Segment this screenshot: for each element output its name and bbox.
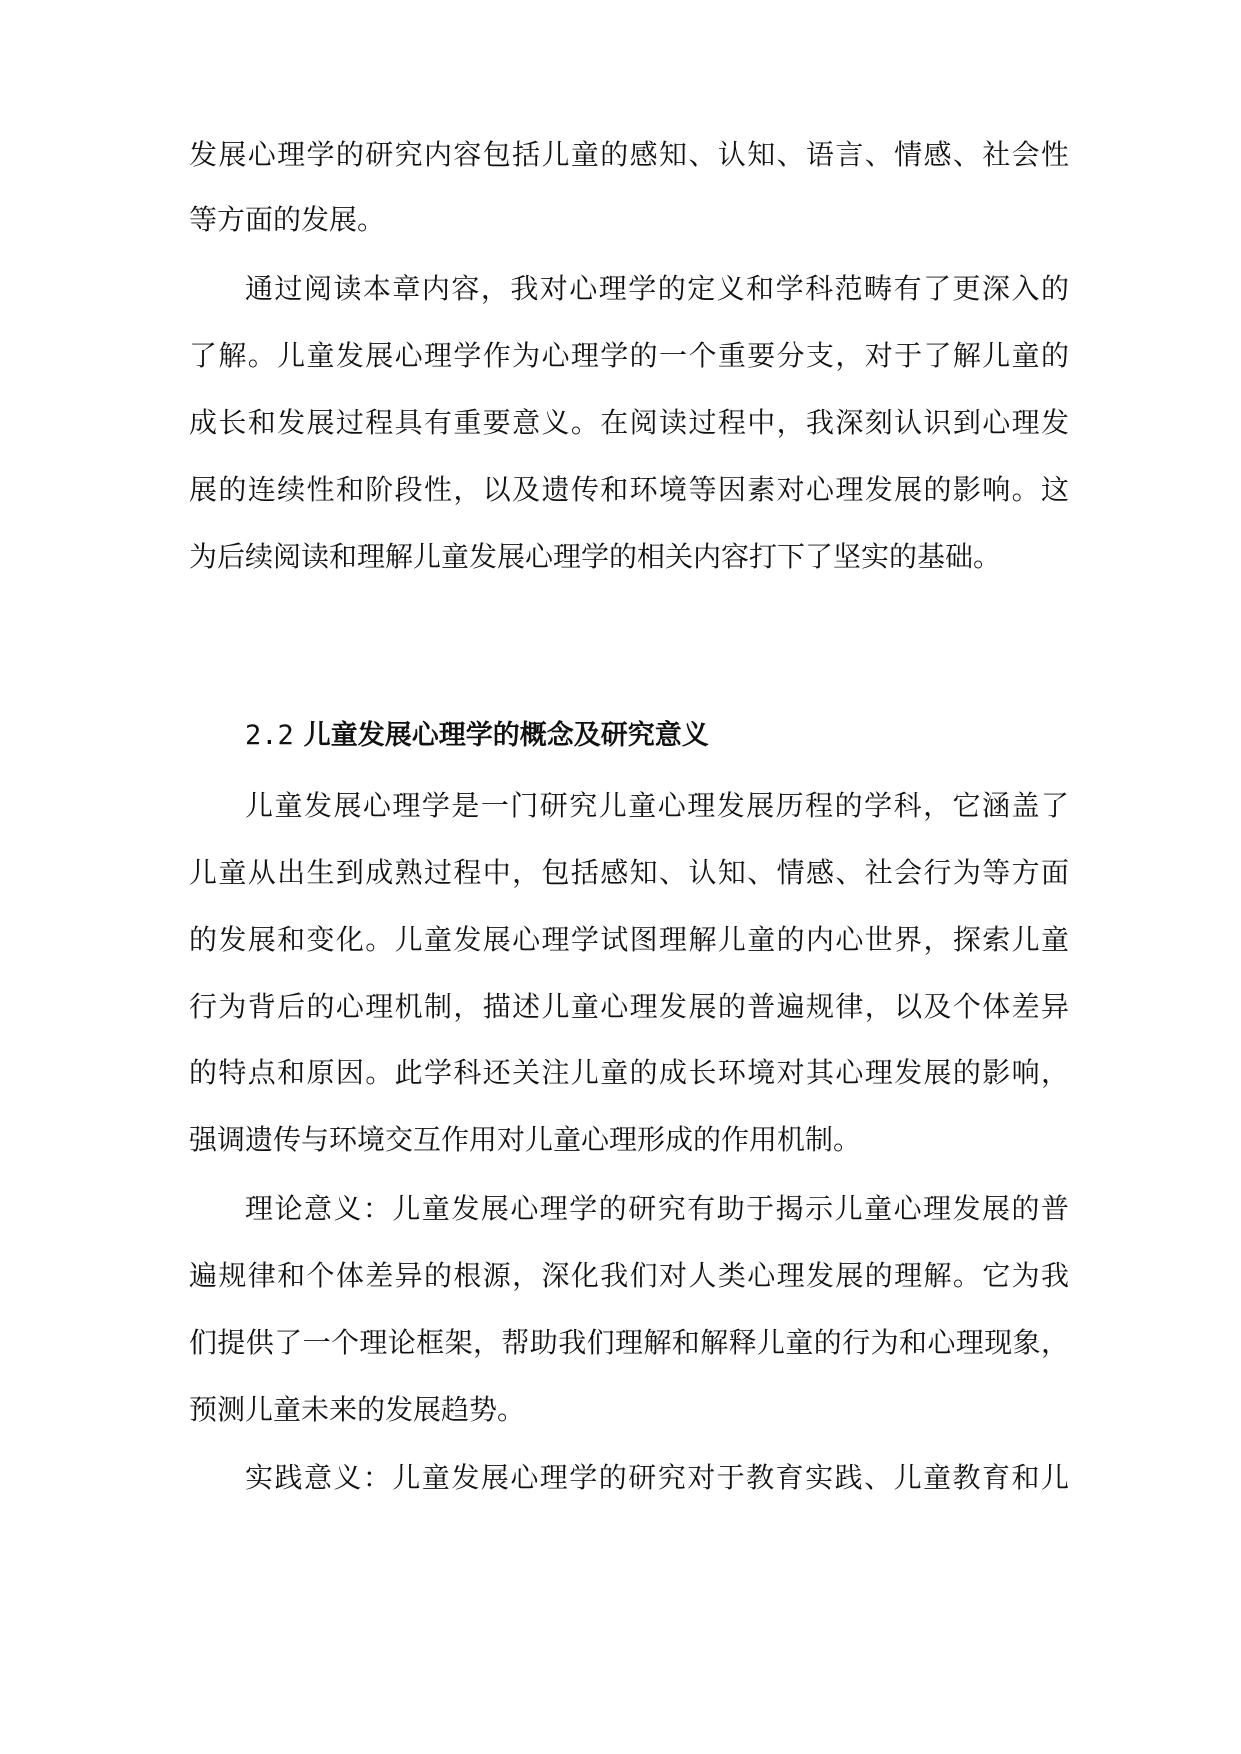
- paragraph-4-line-3: 们提供了一个理论框架，帮助我们理解和解释儿童的行为和心理现象，: [189, 1326, 1069, 1359]
- paragraph-2-line-5: 为后续阅读和理解儿童发展心理学的相关内容打下了坚实的基础。: [189, 540, 1002, 573]
- paragraph-3-line-1: 儿童发展心理学是一门研究儿童心理发展历程的学科，它涵盖了: [245, 789, 1069, 822]
- paragraph-2-line-4: 展的连续性和阶段性，以及遗传和环境等因素对心理发展的影响。这: [189, 473, 1069, 506]
- paragraph-4-line-2: 遍规律和个体差异的根源，深化我们对人类心理发展的理解。它为我: [189, 1259, 1069, 1292]
- paragraph-1-line-1: 发展心理学的研究内容包括儿童的感知、认知、语言、情感、社会性: [189, 138, 1069, 171]
- section-title: 儿童发展心理学的概念及研究意义: [303, 720, 709, 751]
- paragraph-3-line-6: 强调遗传与环境交互作用对儿童心理形成的作用机制。: [189, 1123, 862, 1156]
- paragraph-3-line-3: 的发展和变化。儿童发展心理学试图理解儿童的内心世界，探索儿童: [189, 923, 1069, 956]
- paragraph-2-line-1: 通过阅读本章内容，我对心理学的定义和学科范畴有了更深入的: [245, 272, 1069, 305]
- paragraph-2-line-2: 了解。儿童发展心理学作为心理学的一个重要分支，对于了解儿童的: [189, 339, 1069, 372]
- paragraph-2-line-3: 成长和发展过程具有重要意义。在阅读过程中，我深刻认识到心理发: [189, 406, 1069, 439]
- section-number: 2.2: [245, 720, 294, 751]
- paragraph-5-line-1: 实践意义：儿童发展心理学的研究对于教育实践、儿童教育和儿: [245, 1461, 1069, 1494]
- paragraph-3-line-5: 的特点和原因。此学科还关注儿童的成长环境对其心理发展的影响，: [189, 1056, 1069, 1089]
- paragraph-4-line-1: 理论意义：儿童发展心理学的研究有助于揭示儿童心理发展的普: [245, 1192, 1069, 1225]
- paragraph-1-line-2: 等方面的发展。: [189, 203, 386, 236]
- section-heading: [245, 716, 709, 756]
- paragraph-3-line-4: 行为背后的心理机制，描述儿童心理发展的普遍规律，以及个体差异: [189, 990, 1069, 1023]
- paragraph-4-line-4: 预测儿童未来的发展趋势。: [189, 1393, 526, 1426]
- paragraph-3-line-2: 儿童从出生到成熟过程中，包括感知、认知、情感、社会行为等方面: [189, 856, 1069, 889]
